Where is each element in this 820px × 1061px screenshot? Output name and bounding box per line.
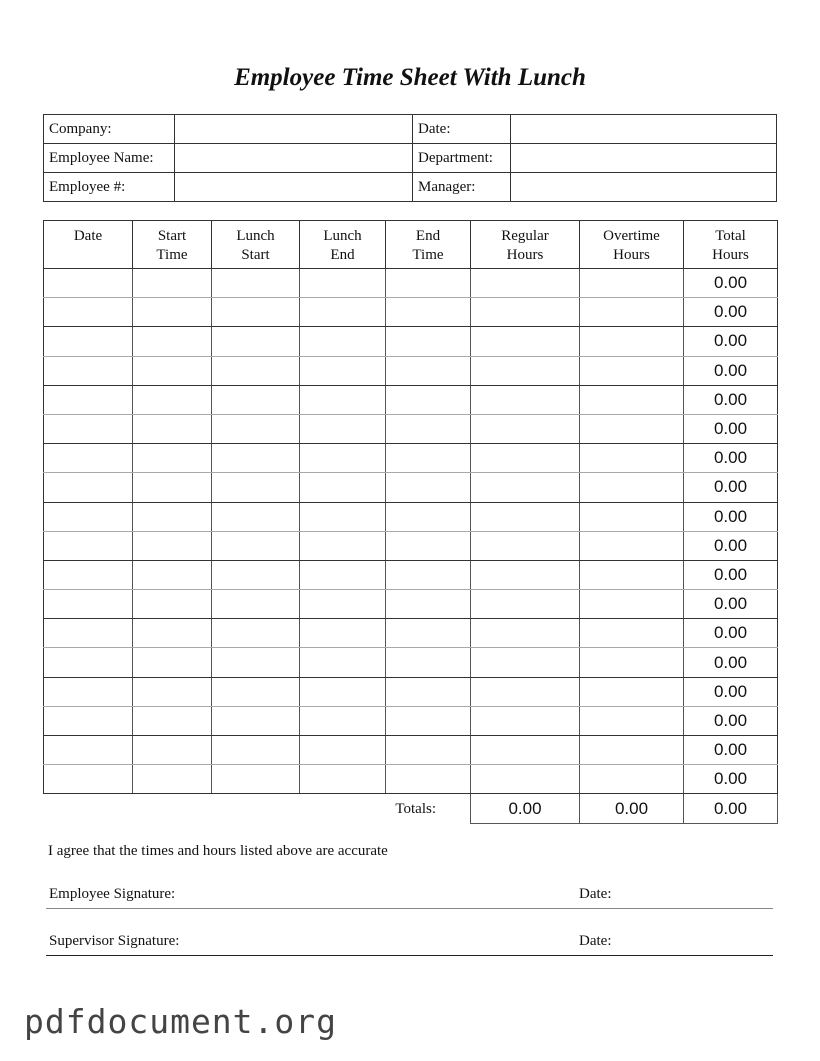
- time-entry-cell[interactable]: [386, 648, 471, 677]
- time-entry-cell[interactable]: [580, 736, 684, 765]
- totals-label: Totals:: [395, 800, 436, 817]
- time-entry-cell[interactable]: [471, 648, 580, 677]
- time-entry-cell[interactable]: [44, 269, 133, 298]
- time-entry-cell[interactable]: [212, 619, 300, 648]
- table-row: [44, 648, 778, 677]
- time-entry-cell[interactable]: [471, 414, 580, 443]
- column-header-text: Lunch: [323, 228, 362, 244]
- table-row: [44, 560, 778, 589]
- time-entry-cell[interactable]: [133, 648, 212, 677]
- time-entry-cell[interactable]: [580, 414, 684, 443]
- table-row: [44, 327, 778, 356]
- time-entry-cell[interactable]: [471, 444, 580, 473]
- table-row: [44, 590, 778, 619]
- column-header-text: Total: [715, 228, 746, 244]
- time-entry-cell[interactable]: [133, 619, 212, 648]
- employee-date-label: Date:: [579, 886, 612, 902]
- company-field[interactable]: [175, 115, 413, 144]
- row-total-hours[interactable]: 0.00: [684, 444, 778, 473]
- time-entry-cell[interactable]: [300, 356, 386, 385]
- time-entry-cell[interactable]: [386, 590, 471, 619]
- time-entry-cell[interactable]: [386, 619, 471, 648]
- employee-signature-label: Employee Signature:: [49, 886, 176, 902]
- column-header-text: End: [415, 228, 441, 244]
- time-entry-cell[interactable]: [212, 473, 300, 502]
- table-row: [44, 531, 778, 560]
- time-entry-cell[interactable]: [212, 677, 300, 706]
- time-entry-cell[interactable]: [133, 560, 212, 589]
- column-header-text: Date: [73, 228, 103, 244]
- column-header-text: Start: [241, 247, 270, 263]
- time-entry-cell[interactable]: [300, 765, 386, 794]
- column-header-text: Time: [412, 247, 444, 263]
- table-row: [44, 444, 778, 473]
- column-header: [471, 221, 580, 269]
- row-total-hours[interactable]: 0.00: [684, 269, 778, 298]
- total-regular-hours[interactable]: 0.00: [471, 794, 580, 824]
- time-entry-cell[interactable]: [386, 531, 471, 560]
- row-total-hours[interactable]: 0.00: [684, 502, 778, 531]
- time-entry-cell[interactable]: [300, 706, 386, 735]
- table-row: [44, 298, 778, 327]
- time-entry-cell[interactable]: [580, 560, 684, 589]
- time-entry-cell[interactable]: [133, 444, 212, 473]
- time-entry-cell[interactable]: [580, 444, 684, 473]
- table-row: [44, 385, 778, 414]
- column-header: [386, 221, 471, 269]
- time-entry-cell[interactable]: [386, 502, 471, 531]
- time-entry-cell[interactable]: [212, 590, 300, 619]
- total-overtime-hours[interactable]: 0.00: [580, 794, 684, 824]
- row-total-hours[interactable]: 0.00: [684, 327, 778, 356]
- time-entry-cell[interactable]: [471, 590, 580, 619]
- time-entry-cell[interactable]: [44, 473, 133, 502]
- time-entry-cell[interactable]: [300, 560, 386, 589]
- time-entry-cell[interactable]: [300, 531, 386, 560]
- row-total-hours[interactable]: 0.00: [684, 560, 778, 589]
- grand-total-hours[interactable]: 0.00: [684, 794, 778, 824]
- time-entry-cell[interactable]: [580, 269, 684, 298]
- table-row: [44, 269, 778, 298]
- row-total-hours[interactable]: 0.00: [684, 706, 778, 735]
- employee-name-label: Employee Name:: [44, 144, 175, 173]
- column-header-text: Overtime: [603, 228, 660, 244]
- time-entry-cell[interactable]: [300, 298, 386, 327]
- row-total-hours[interactable]: 0.00: [684, 356, 778, 385]
- time-entry-cell[interactable]: [300, 269, 386, 298]
- column-header-text: Hours: [712, 247, 749, 263]
- time-entry-cell[interactable]: [133, 677, 212, 706]
- time-entry-cell[interactable]: [580, 619, 684, 648]
- time-entry-cell[interactable]: [133, 269, 212, 298]
- table-row: [44, 736, 778, 765]
- column-header: [44, 221, 133, 269]
- employee-number-field[interactable]: [175, 173, 413, 202]
- time-entry-cell[interactable]: [212, 356, 300, 385]
- time-entry-cell[interactable]: [386, 444, 471, 473]
- time-entry-cell[interactable]: [471, 298, 580, 327]
- row-total-hours[interactable]: 0.00: [684, 590, 778, 619]
- time-entry-cell[interactable]: [133, 298, 212, 327]
- time-entry-cell[interactable]: [44, 590, 133, 619]
- info-table: [43, 114, 777, 202]
- column-header-text: Time: [156, 247, 188, 263]
- time-entry-cell[interactable]: [386, 356, 471, 385]
- time-entry-cell[interactable]: [386, 298, 471, 327]
- time-entry-cell[interactable]: [471, 531, 580, 560]
- time-entry-cell[interactable]: [133, 736, 212, 765]
- time-entry-cell[interactable]: [300, 473, 386, 502]
- time-entry-cell[interactable]: [212, 327, 300, 356]
- time-table: [43, 220, 778, 824]
- time-entry-cell[interactable]: [386, 473, 471, 502]
- time-entry-cell[interactable]: [44, 619, 133, 648]
- date-label: Date:: [413, 115, 511, 144]
- column-header-text: Regular: [501, 228, 549, 244]
- row-total-hours[interactable]: 0.00: [684, 648, 778, 677]
- department-field[interactable]: [511, 144, 777, 173]
- time-entry-cell[interactable]: [471, 736, 580, 765]
- time-entry-cell[interactable]: [580, 473, 684, 502]
- time-entry-cell[interactable]: [580, 327, 684, 356]
- time-entry-cell[interactable]: [133, 356, 212, 385]
- time-entry-cell[interactable]: [44, 765, 133, 794]
- row-total-hours[interactable]: 0.00: [684, 414, 778, 443]
- time-entry-cell[interactable]: [44, 706, 133, 735]
- table-row: [44, 502, 778, 531]
- employee-name-field[interactable]: [175, 144, 413, 173]
- time-entry-cell[interactable]: [133, 531, 212, 560]
- time-entry-cell[interactable]: [386, 414, 471, 443]
- department-label: Department:: [413, 144, 511, 173]
- time-entry-cell[interactable]: [471, 677, 580, 706]
- time-entry-cell[interactable]: [471, 560, 580, 589]
- time-entry-cell[interactable]: [212, 298, 300, 327]
- time-entry-cell[interactable]: [471, 385, 580, 414]
- row-total-hours[interactable]: 0.00: [684, 677, 778, 706]
- time-entry-cell[interactable]: [471, 356, 580, 385]
- time-entry-cell[interactable]: [44, 736, 133, 765]
- column-header: [580, 221, 684, 269]
- table-row: [44, 356, 778, 385]
- time-entry-cell[interactable]: [133, 385, 212, 414]
- time-entry-cell[interactable]: [300, 736, 386, 765]
- time-entry-cell[interactable]: [300, 444, 386, 473]
- time-entry-cell[interactable]: [471, 765, 580, 794]
- time-entry-cell[interactable]: [386, 765, 471, 794]
- table-header-row: [44, 221, 778, 269]
- row-total-hours[interactable]: 0.00: [684, 473, 778, 502]
- time-entry-cell[interactable]: [44, 502, 133, 531]
- row-total-hours[interactable]: 0.00: [684, 531, 778, 560]
- time-entry-cell[interactable]: [212, 560, 300, 589]
- employee-signature-line[interactable]: [46, 886, 773, 909]
- table-row: [44, 677, 778, 706]
- time-entry-cell[interactable]: [44, 298, 133, 327]
- time-entry-cell[interactable]: [212, 502, 300, 531]
- table-row: [44, 473, 778, 502]
- time-entry-cell[interactable]: [44, 531, 133, 560]
- column-header: [212, 221, 300, 269]
- time-entry-cell[interactable]: [471, 706, 580, 735]
- time-entry-cell[interactable]: [471, 502, 580, 531]
- time-entry-cell[interactable]: [300, 327, 386, 356]
- time-entry-cell[interactable]: [212, 269, 300, 298]
- time-entry-cell[interactable]: [471, 473, 580, 502]
- time-entry-cell[interactable]: [133, 706, 212, 735]
- time-entry-cell[interactable]: [471, 327, 580, 356]
- time-entry-cell[interactable]: [580, 385, 684, 414]
- column-header-text: Hours: [613, 247, 650, 263]
- row-total-hours[interactable]: 0.00: [684, 619, 778, 648]
- time-entry-cell[interactable]: [133, 765, 212, 794]
- time-entry-cell[interactable]: [212, 706, 300, 735]
- row-total-hours[interactable]: 0.00: [684, 298, 778, 327]
- time-entry-cell[interactable]: [44, 444, 133, 473]
- time-entry-cell[interactable]: [580, 502, 684, 531]
- time-entry-cell[interactable]: [212, 385, 300, 414]
- column-header-text: Start: [157, 228, 187, 244]
- time-entry-cell[interactable]: [471, 619, 580, 648]
- time-entry-cell[interactable]: [44, 356, 133, 385]
- employee-number-label: Employee #:: [44, 173, 175, 202]
- supervisor-signature-label: Supervisor Signature:: [49, 933, 180, 949]
- column-header: [684, 221, 778, 269]
- page-title: Employee Time Sheet With Lunch: [234, 64, 586, 91]
- time-entry-cell[interactable]: [300, 590, 386, 619]
- time-entry-cell[interactable]: [580, 648, 684, 677]
- time-entry-cell[interactable]: [471, 269, 580, 298]
- time-entry-cell[interactable]: [580, 765, 684, 794]
- totals-row: [44, 794, 778, 824]
- time-entry-cell[interactable]: [386, 736, 471, 765]
- time-entry-cell[interactable]: [44, 560, 133, 589]
- time-entry-cell[interactable]: [386, 560, 471, 589]
- time-entry-cell[interactable]: [212, 414, 300, 443]
- column-header-text: Hours: [506, 247, 544, 263]
- column-header: [300, 221, 386, 269]
- time-entry-cell[interactable]: [44, 648, 133, 677]
- time-entry-cell[interactable]: [133, 590, 212, 619]
- manager-field[interactable]: [511, 173, 777, 202]
- time-entry-cell[interactable]: [300, 677, 386, 706]
- column-header: [133, 221, 212, 269]
- time-entry-cell[interactable]: [580, 298, 684, 327]
- time-entry-cell[interactable]: [44, 385, 133, 414]
- agreement-text: I agree that the times and hours listed above are accurate: [48, 843, 388, 859]
- time-entry-cell[interactable]: [133, 327, 212, 356]
- time-entry-cell[interactable]: [133, 414, 212, 443]
- table-row: [44, 414, 778, 443]
- table-row: [44, 706, 778, 735]
- time-entry-cell[interactable]: [212, 765, 300, 794]
- time-entry-cell[interactable]: [386, 677, 471, 706]
- time-entry-cell[interactable]: [580, 356, 684, 385]
- time-entry-cell[interactable]: [300, 414, 386, 443]
- time-entry-cell[interactable]: [44, 677, 133, 706]
- row-total-hours[interactable]: 0.00: [684, 765, 778, 794]
- row-total-hours[interactable]: 0.00: [684, 385, 778, 414]
- manager-label: Manager:: [413, 173, 511, 202]
- time-entry-cell[interactable]: [580, 677, 684, 706]
- column-header-text: End: [330, 247, 355, 263]
- time-entry-cell[interactable]: [386, 327, 471, 356]
- supervisor-date-label: Date:: [579, 933, 612, 949]
- time-entry-cell[interactable]: [212, 531, 300, 560]
- supervisor-signature-line[interactable]: [46, 933, 773, 956]
- time-entry-cell[interactable]: [580, 531, 684, 560]
- time-entry-cell[interactable]: [212, 736, 300, 765]
- watermark-logo: pdfdocument.org: [24, 1002, 338, 1041]
- time-entry-cell[interactable]: [133, 473, 212, 502]
- date-field[interactable]: [511, 115, 777, 144]
- time-entry-cell[interactable]: [386, 269, 471, 298]
- time-entry-cell[interactable]: [300, 502, 386, 531]
- table-row: [44, 619, 778, 648]
- time-entry-cell[interactable]: [386, 706, 471, 735]
- time-entry-cell[interactable]: [300, 648, 386, 677]
- time-entry-cell[interactable]: [580, 706, 684, 735]
- time-entry-cell[interactable]: [212, 648, 300, 677]
- column-header-text: Lunch: [236, 228, 275, 244]
- time-entry-cell[interactable]: [300, 619, 386, 648]
- time-entry-cell[interactable]: [386, 385, 471, 414]
- time-entry-cell[interactable]: [44, 414, 133, 443]
- time-entry-cell[interactable]: [133, 502, 212, 531]
- time-entry-cell[interactable]: [212, 444, 300, 473]
- company-label: Company:: [44, 115, 175, 144]
- time-entry-cell[interactable]: [44, 327, 133, 356]
- time-entry-cell[interactable]: [300, 385, 386, 414]
- table-row: [44, 765, 778, 794]
- row-total-hours[interactable]: 0.00: [684, 736, 778, 765]
- time-entry-cell[interactable]: [580, 590, 684, 619]
